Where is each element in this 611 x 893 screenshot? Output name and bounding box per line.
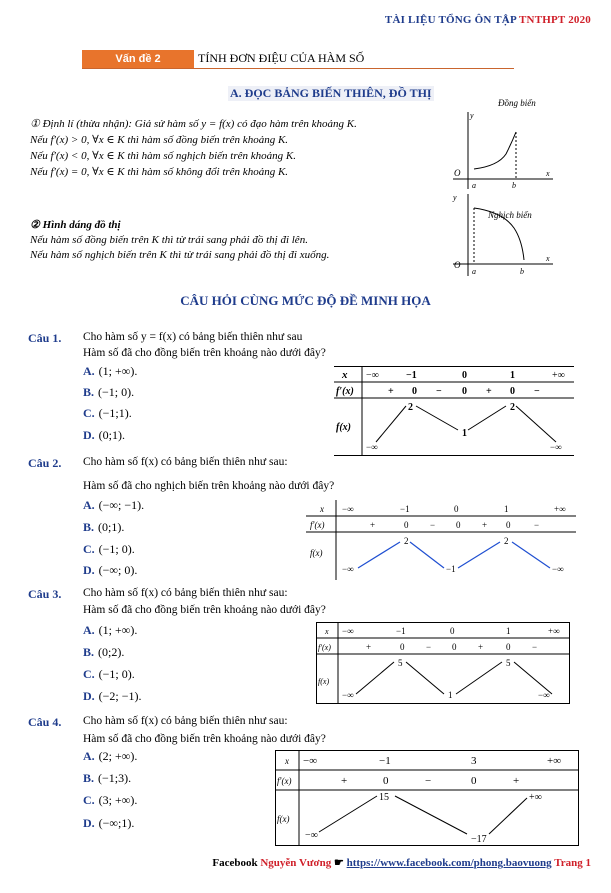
q2-f-top1: 2 [404,536,409,546]
shape-block [30,218,440,263]
question-2-variation-table [306,500,576,580]
shape-line-1: Nếu hàm số đồng biến trên K thì từ trái sang phải đồ thị đi lên. [30,234,308,246]
q3-row-f: f(x) [318,677,330,686]
question-3-option-c[interactable] [83,667,135,682]
graph1-b: b [512,181,516,190]
question-3-variation-table [316,622,570,704]
q1-sign-5: 0 [510,386,515,397]
option-key: D. [83,563,95,577]
q3-x-3: 1 [506,626,511,636]
q1-x-2: 0 [462,370,467,381]
topic-tag: Vấn đề 2 [82,50,194,68]
q1-row-fp: f′(x) [336,386,354,397]
q3-sign-2: − [426,642,432,652]
q3-arrows [356,662,552,694]
option-value: (0;2). [98,645,125,659]
question-3-ask: Hàm số đã cho đồng biến trên khoảng nào dưới đây? [83,604,326,616]
section-a-heading: A. ĐỌC BẢNG BIẾN THIÊN, ĐỒ THỊ [230,86,432,100]
q3-sign-0: + [366,642,372,652]
option-key: B. [83,771,95,785]
q3-x-2: 0 [450,626,455,636]
q2-f-right: −∞ [552,564,564,574]
option-value: (−1; 0). [98,542,135,556]
theorem-title: ① Định lí (thừa nhận): Giả sử hàm số y = f(x) có đạo hàm trên khoảng K. [30,118,357,130]
question-3-option-a[interactable] [83,623,137,638]
q2-f-mid: −1 [446,564,456,574]
q3-sign-6: − [532,642,538,652]
footer-prefix: Facebook [212,857,261,869]
option-key: D. [83,428,95,442]
graph2-x-label: x [546,254,550,263]
question-3-option-b[interactable] [83,645,124,660]
q3-sign-3: 0 [452,642,457,652]
question-4-variation-table [275,750,579,846]
question-4-option-d[interactable] [83,816,134,831]
q3-f-left: −∞ [342,690,354,700]
question-1-option-b[interactable] [83,385,134,400]
graph2-a: a [472,267,476,276]
question-1-stem: Cho hàm số y = f(x) có bảng biến thiên như sau [83,331,303,343]
graph1-origin: O [454,168,461,178]
q4-f-bottom: −17 [471,834,487,845]
q3-f-mid: 1 [448,690,453,700]
q3-sign-4: + [478,642,484,652]
graph1-curve [474,132,516,169]
option-key: C. [83,406,95,420]
q2-x-2: 0 [454,504,459,514]
option-value: (−∞;1). [98,816,135,830]
option-value: (2; +∞). [98,749,138,763]
q1-sign-0: + [388,386,394,397]
option-key: A. [83,749,95,763]
main-heading: CÂU HỎI CÙNG MỨC ĐỘ ĐỀ MINH HỌA [180,293,431,308]
option-value: (−1; 0). [98,385,135,399]
q4-f-top: 15 [379,792,389,803]
q3-f-top2: 5 [506,658,511,668]
header-prefix: TÀI LIỆU TỔNG ÔN TẬP [384,14,520,26]
question-1-label: Câu 1. [28,331,62,345]
graph1-y-label: y [470,111,474,120]
question-2-option-d[interactable] [83,563,137,578]
option-key: B. [83,645,95,659]
q3-x-0: −∞ [342,626,354,636]
decreasing-graph [448,188,558,278]
option-value: (0;1). [98,520,125,534]
footer-page-number: Trang 1 [554,857,591,869]
q1-f-top2: 2 [510,402,515,413]
footer-author: Nguyễn Vương [260,857,332,869]
q4-x-3: +∞ [547,755,562,767]
q4-sign-2: − [425,775,432,787]
q3-row-fp: f′(x) [318,643,331,652]
q1-f-top1: 2 [408,402,413,413]
q1-x-1: −1 [406,370,417,381]
q1-f-left: −∞ [366,442,378,452]
graph2-y-label: y [453,193,457,202]
option-key: C. [83,542,95,556]
q4-f-right: +∞ [529,792,542,803]
q2-row-f: f(x) [310,548,323,558]
theorem-line-2: Nếu f′(x) < 0, ∀x ∈ K thì hàm số nghịch biến trên khoảng K. [30,150,296,162]
option-value: (−∞; −1). [98,498,145,512]
q4-sign-4: + [513,775,520,787]
q4-sign-1: 0 [383,775,389,787]
question-4-option-a[interactable] [83,749,137,764]
q2-x-3: 1 [504,504,509,514]
option-key: D. [83,689,95,703]
q1-sign-1: 0 [412,386,417,397]
question-3-label: Câu 3. [28,587,62,601]
q4-x-1: −1 [379,755,391,767]
q1-sign-6: − [534,386,540,397]
q1-sign-3: 0 [462,386,467,397]
topic-bar [82,50,514,69]
q4-x-2: 3 [471,755,477,767]
q3-x-1: −1 [396,626,406,636]
q2-f-left: −∞ [342,564,354,574]
q1-x-3: 1 [510,370,515,381]
q3-sign-5: 0 [506,642,511,652]
q4-arrows [319,796,527,834]
theorem-line-1: Nếu f′(x) > 0, ∀x ∈ K thì hàm số đồng biến trên khoảng K. [30,134,289,146]
shape-title: ② Hình dáng đồ thị [30,219,121,231]
q3-row-x: x [325,627,329,636]
q1-sign-4: + [486,386,492,397]
question-4-label: Câu 4. [28,715,62,729]
q4-f-left: −∞ [305,830,318,841]
q4-x-0: −∞ [303,755,318,767]
option-key: B. [83,385,95,399]
option-key: A. [83,364,95,378]
question-4-option-c[interactable] [83,793,137,808]
q2-sign-6: − [534,520,540,530]
question-3-option-d[interactable] [83,689,142,704]
question-1-option-a[interactable] [83,364,137,379]
graph1-x-label: x [546,169,550,178]
document-header [385,14,591,26]
page-footer: Facebook Nguyễn Vương ☛ https://www.facebook.com/phong.baovuong Trang 1 [212,857,591,869]
theorem-block [30,116,440,180]
option-key: C. [83,793,95,807]
option-value: (−1;1). [98,406,132,420]
option-key: A. [83,498,95,512]
q1-f-right: −∞ [550,442,562,452]
question-2-option-a[interactable] [83,498,144,513]
graph2-origin: O [454,260,461,270]
q2-sign-0: + [370,520,376,530]
option-value: (1; +∞). [98,623,138,637]
q4-row-f: f(x) [277,814,290,824]
question-2-option-c[interactable] [83,542,135,557]
q1-sign-2: − [436,386,442,397]
q1-x-0: −∞ [366,370,379,381]
graph1-a: a [472,181,476,190]
header-year: TNTHPT 2020 [519,14,591,26]
q4-row-fp: f′(x) [277,776,292,786]
q2-sign-2: − [430,520,436,530]
footer-link[interactable]: https://www.facebook.com/phong.baovuong [346,857,552,869]
q2-f-top2: 2 [504,536,509,546]
q4-row-x: x [285,756,289,766]
topic-title: TÍNH ĐƠN ĐIỆU CỦA HÀM SỐ [198,51,365,65]
question-4-stem: Cho hàm số f(x) có bảng biến thiên như sau: [83,715,288,727]
option-key: C. [83,667,95,681]
q4-sign-3: 0 [471,775,477,787]
q3-sign-1: 0 [400,642,405,652]
option-value: (−1;3). [98,771,132,785]
q3-x-4: +∞ [548,626,560,636]
question-3-stem: Cho hàm số f(x) có bảng biến thiên như sau: [83,587,288,599]
q2-x-0: −∞ [342,504,354,514]
q3-f-top1: 5 [398,658,403,668]
q1-row-f: f(x) [336,422,351,433]
q2-sign-5: 0 [506,520,511,530]
q2-sign-4: + [482,520,488,530]
graph1-label: Đồng biến [498,98,536,108]
q2-row-fp: f′(x) [310,520,325,530]
option-key: D. [83,816,95,830]
q3-f-right: −∞ [538,690,550,700]
question-2-label: Câu 2. [28,456,62,470]
theorem-line-3: Nếu f′(x) = 0, ∀x ∈ K thì hàm số không đổi trên khoảng K. [30,166,289,178]
q2-sign-1: 0 [404,520,409,530]
q4-sign-0: + [341,775,348,787]
question-2-ask: Hàm số đã cho nghịch biến trên khoảng nào dưới đây? [83,480,335,492]
q2-x-4: +∞ [554,504,566,514]
graph2-b: b [520,267,524,276]
question-4-option-b[interactable] [83,771,131,786]
question-1-variation-table [334,366,574,456]
q1-f-mid: 1 [462,428,467,439]
graph2-label: Nghịch biến [488,210,532,220]
increasing-graph [448,94,558,194]
q2-row-x: x [320,504,324,514]
option-value: (−1; 0). [98,667,135,681]
option-value: (−∞; 0). [98,563,138,577]
option-value: (0;1). [98,428,125,442]
option-value: (−2; −1). [98,689,142,703]
q2-x-1: −1 [400,504,410,514]
shape-line-2: Nếu hàm số nghịch biến trên K thì từ trái sang phải đồ thị đi xuống. [30,249,330,261]
question-4-ask: Hàm số đã cho đồng biến trên khoảng nào dưới đây? [83,733,326,745]
question-2-option-b[interactable] [83,520,124,535]
option-value: (1; +∞). [98,364,138,378]
question-1-option-d[interactable] [83,428,125,443]
option-value: (3; +∞). [98,793,138,807]
question-1-ask: Hàm số đã cho đồng biến trên khoảng nào dưới đây? [83,347,326,359]
q2-sign-3: 0 [456,520,461,530]
q1-row-x: x [342,369,348,381]
option-key: B. [83,520,95,534]
question-2-stem: Cho hàm số f(x) có bảng biến thiên như sau: [83,456,288,468]
q1-x-4: +∞ [552,370,565,381]
option-key: A. [83,623,95,637]
question-1-option-c[interactable] [83,406,132,421]
